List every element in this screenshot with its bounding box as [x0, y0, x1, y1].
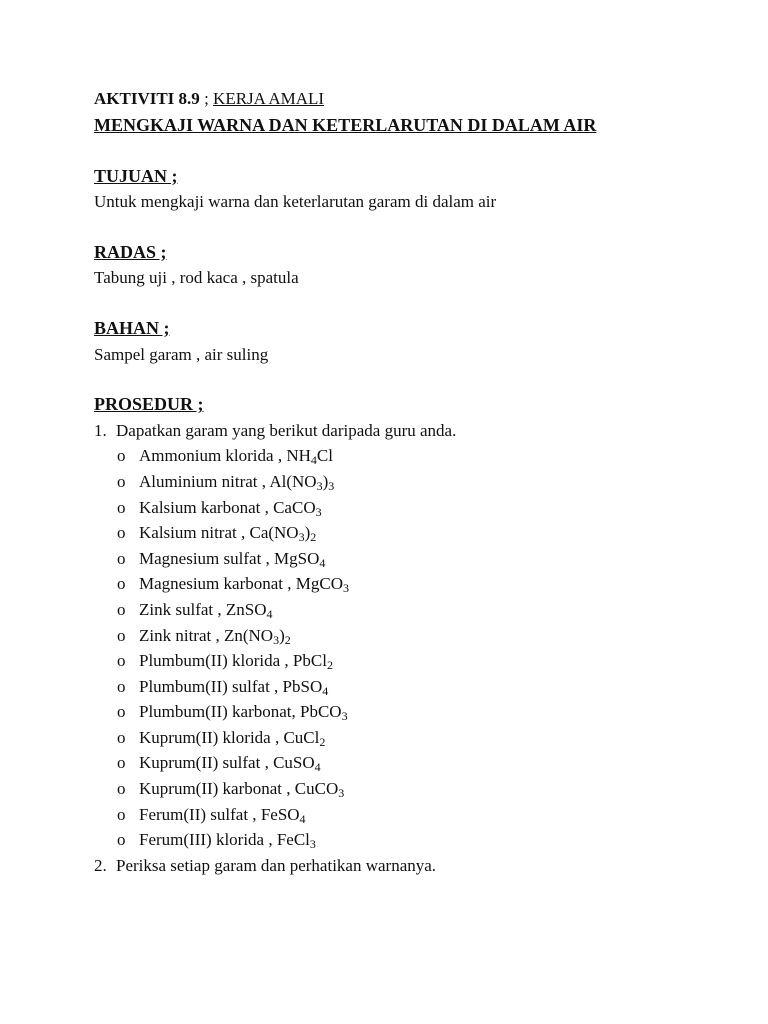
salt-name: Aluminium nitrat ,: [139, 471, 270, 491]
salt-formula: $Zn(NO_3)_2$: [223, 625, 291, 647]
activity-separator: ;: [199, 89, 214, 108]
bullet-icon: o: [117, 548, 126, 568]
salt-formula: CuCO$_3$: [294, 779, 345, 801]
step-number: 2.: [94, 855, 107, 875]
salt-formula: FeCl$_3$: [276, 830, 316, 852]
salt-list-item: [117, 597, 714, 623]
procedure-steps: [94, 418, 714, 879]
salt-list-item: [117, 443, 714, 469]
step-number: 1.: [94, 420, 107, 440]
salt-list: [94, 443, 714, 853]
activity-type: KERJA AMALI: [213, 89, 325, 108]
salt-name: Plumbum(II) karbonat,: [139, 702, 300, 722]
salt-formula: PbSO$_4$: [282, 676, 329, 698]
salt-list-item: [117, 495, 714, 521]
salt-formula: FeSO$_4$: [260, 804, 306, 826]
salt-formula: $Al(NO_3)_3$: [269, 471, 335, 493]
activity-title: MENGKAJI WARNA DAN KETERLARUTAN DI DALAM AIR: [94, 114, 597, 135]
salt-name: Ferum(III) klorida ,: [139, 830, 277, 850]
salt-name: Kalsium nitrat ,: [139, 523, 250, 543]
salt-list-item: [117, 776, 714, 802]
step-text: Periksa setiap garam dan perhatikan warnanya.: [116, 855, 437, 875]
radas-heading: RADAS ;: [94, 241, 167, 262]
salt-formula: $NH_4Cl$: [286, 446, 333, 468]
salt-formula: CaCO$_3$: [273, 497, 322, 519]
bullet-icon: o: [117, 446, 126, 466]
salt-formula: ZnSO$_4$: [225, 599, 273, 621]
salt-list-item: [117, 571, 714, 597]
salt-list-item: [117, 546, 714, 572]
document-page: [94, 86, 714, 878]
procedure-step-1: [94, 418, 714, 853]
salt-name: Kuprum(II) sulfat ,: [139, 753, 274, 773]
bullet-icon: o: [117, 599, 126, 619]
salt-list-item: [117, 725, 714, 751]
bullet-icon: o: [117, 574, 126, 594]
salt-formula: CuSO$_4$: [273, 753, 321, 775]
salt-list-item: [117, 469, 714, 495]
salt-name: Zink nitrat ,: [139, 625, 224, 645]
salt-name: Ammonium klorida ,: [139, 446, 287, 466]
activity-line: [94, 86, 714, 112]
bullet-icon: o: [117, 497, 126, 517]
bullet-icon: o: [117, 830, 126, 850]
salt-name: Zink sulfat ,: [139, 599, 226, 619]
bullet-icon: o: [117, 651, 126, 671]
salt-name: Plumbum(II) klorida ,: [139, 651, 293, 671]
section-tujuan: [94, 164, 714, 215]
activity-code: AKTIVITI 8.9: [94, 89, 200, 108]
procedure-step-2: [94, 853, 714, 879]
section-radas: [94, 240, 714, 291]
step-text: Dapatkan garam yang berikut daripada guru anda.: [116, 420, 457, 440]
salt-list-item: [117, 648, 714, 674]
bullet-icon: o: [117, 625, 126, 645]
bullet-icon: o: [117, 779, 126, 799]
tujuan-heading: TUJUAN ;: [94, 165, 178, 186]
salt-list-item: [117, 520, 714, 546]
bullet-icon: o: [117, 471, 126, 491]
salt-list-item: [117, 827, 714, 853]
bullet-icon: o: [117, 702, 126, 722]
section-bahan: [94, 316, 714, 367]
salt-list-item: [117, 750, 714, 776]
salt-formula: CuCl$_2$: [283, 727, 326, 749]
salt-formula: MgCO$_3$: [295, 574, 349, 596]
radas-text: Tabung uji , rod kaca , spatula: [94, 268, 299, 288]
bullet-icon: o: [117, 727, 126, 747]
bullet-icon: o: [117, 753, 126, 773]
salt-list-item: [117, 623, 714, 649]
salt-formula: $Ca(NO_3)_2$: [249, 523, 317, 545]
bahan-text: Sampel garam , air suling: [94, 344, 269, 364]
prosedur-heading: PROSEDUR ;: [94, 394, 204, 415]
bullet-icon: o: [117, 676, 126, 696]
salt-list-item: [117, 802, 714, 828]
salt-list-item: [117, 674, 714, 700]
salt-name: Magnesium sulfat ,: [139, 548, 275, 568]
salt-name: Plumbum(II) sulfat ,: [139, 676, 283, 696]
salt-name: Kalsium karbonat ,: [139, 497, 274, 517]
section-prosedur: [94, 392, 714, 878]
salt-formula: PbCl$_2$: [292, 651, 333, 673]
bullet-icon: o: [117, 523, 126, 543]
salt-name: Magnesium karbonat ,: [139, 574, 296, 594]
salt-name: Ferum(II) sulfat ,: [139, 804, 261, 824]
bahan-heading: BAHAN ;: [94, 317, 170, 338]
tujuan-text: Untuk mengkaji warna dan keterlarutan garam di dalam air: [94, 192, 497, 212]
salt-formula: PbCO$_3$: [300, 702, 348, 724]
salt-formula: MgSO$_4$: [274, 548, 326, 570]
salt-list-item: [117, 699, 714, 725]
salt-name: Kuprum(II) karbonat ,: [139, 779, 295, 799]
bullet-icon: o: [117, 804, 126, 824]
salt-name: Kuprum(II) klorida ,: [139, 727, 284, 747]
